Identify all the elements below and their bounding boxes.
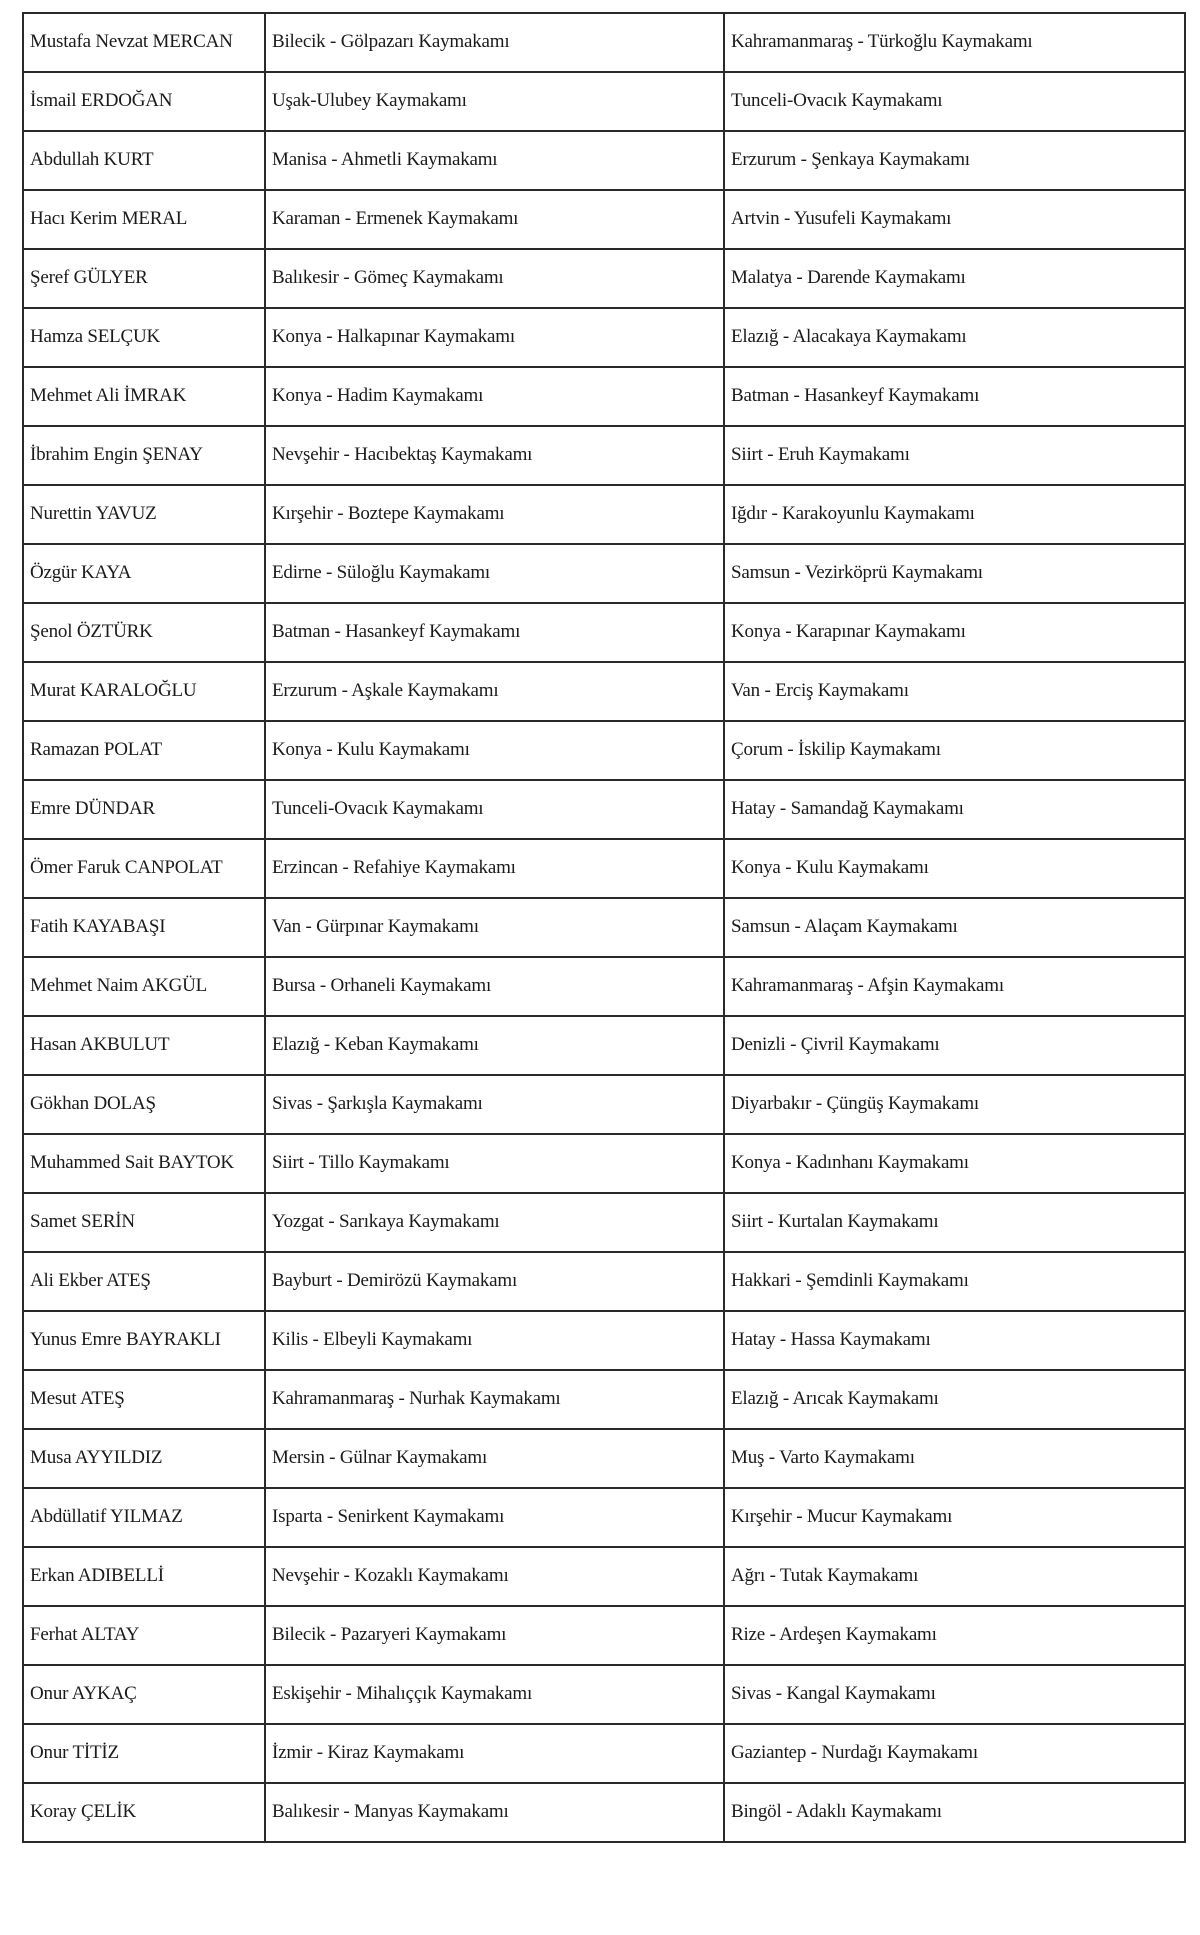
new-post-cell: Hatay - Samandağ Kaymakamı: [724, 780, 1185, 839]
new-post-cell: Konya - Kulu Kaymakamı: [724, 839, 1185, 898]
table-row: [23, 1606, 1185, 1665]
new-post-cell: Artvin - Yusufeli Kaymakamı: [724, 190, 1185, 249]
person-name-cell: Özgür KAYA: [23, 544, 265, 603]
new-post-cell: Elazığ - Alacakaya Kaymakamı: [724, 308, 1185, 367]
table-row: [23, 308, 1185, 367]
table-row: [23, 13, 1185, 72]
person-name-cell: Muhammed Sait BAYTOK: [23, 1134, 265, 1193]
current-post-cell: İzmir - Kiraz Kaymakamı: [265, 1724, 724, 1783]
new-post-cell: Bingöl - Adaklı Kaymakamı: [724, 1783, 1185, 1842]
table-row: [23, 662, 1185, 721]
table-row: [23, 1488, 1185, 1547]
appointment-table: [22, 12, 1186, 1843]
person-name-cell: Ramazan POLAT: [23, 721, 265, 780]
new-post-cell: Tunceli-Ovacık Kaymakamı: [724, 72, 1185, 131]
new-post-cell: Sivas - Kangal Kaymakamı: [724, 1665, 1185, 1724]
new-post-cell: Samsun - Alaçam Kaymakamı: [724, 898, 1185, 957]
table-row: [23, 1547, 1185, 1606]
current-post-cell: Karaman - Ermenek Kaymakamı: [265, 190, 724, 249]
current-post-cell: Konya - Hadim Kaymakamı: [265, 367, 724, 426]
table-row: [23, 1370, 1185, 1429]
current-post-cell: Yozgat - Sarıkaya Kaymakamı: [265, 1193, 724, 1252]
person-name-cell: Nurettin YAVUZ: [23, 485, 265, 544]
current-post-cell: Batman - Hasankeyf Kaymakamı: [265, 603, 724, 662]
current-post-cell: Mersin - Gülnar Kaymakamı: [265, 1429, 724, 1488]
new-post-cell: Muş - Varto Kaymakamı: [724, 1429, 1185, 1488]
person-name-cell: Musa AYYILDIZ: [23, 1429, 265, 1488]
person-name-cell: Samet SERİN: [23, 1193, 265, 1252]
table-row: [23, 131, 1185, 190]
person-name-cell: Ömer Faruk CANPOLAT: [23, 839, 265, 898]
current-post-cell: Bilecik - Gölpazarı Kaymakamı: [265, 13, 724, 72]
person-name-cell: Mesut ATEŞ: [23, 1370, 265, 1429]
new-post-cell: Iğdır - Karakoyunlu Kaymakamı: [724, 485, 1185, 544]
table-row: [23, 839, 1185, 898]
new-post-cell: Rize - Ardeşen Kaymakamı: [724, 1606, 1185, 1665]
table-row: [23, 898, 1185, 957]
new-post-cell: Samsun - Vezirköprü Kaymakamı: [724, 544, 1185, 603]
current-post-cell: Bayburt - Demirözü Kaymakamı: [265, 1252, 724, 1311]
current-post-cell: Elazığ - Keban Kaymakamı: [265, 1016, 724, 1075]
new-post-cell: Siirt - Kurtalan Kaymakamı: [724, 1193, 1185, 1252]
table-row: [23, 1783, 1185, 1842]
table-row: [23, 1724, 1185, 1783]
new-post-cell: Erzurum - Şenkaya Kaymakamı: [724, 131, 1185, 190]
current-post-cell: Isparta - Senirkent Kaymakamı: [265, 1488, 724, 1547]
current-post-cell: Konya - Halkapınar Kaymakamı: [265, 308, 724, 367]
current-post-cell: Erzurum - Aşkale Kaymakamı: [265, 662, 724, 721]
new-post-cell: Çorum - İskilip Kaymakamı: [724, 721, 1185, 780]
table-row: [23, 1075, 1185, 1134]
person-name-cell: Mustafa Nevzat MERCAN: [23, 13, 265, 72]
current-post-cell: Balıkesir - Manyas Kaymakamı: [265, 1783, 724, 1842]
current-post-cell: Nevşehir - Hacıbektaş Kaymakamı: [265, 426, 724, 485]
person-name-cell: Gökhan DOLAŞ: [23, 1075, 265, 1134]
table-row: [23, 249, 1185, 308]
person-name-cell: İbrahim Engin ŞENAY: [23, 426, 265, 485]
current-post-cell: Bursa - Orhaneli Kaymakamı: [265, 957, 724, 1016]
new-post-cell: Konya - Karapınar Kaymakamı: [724, 603, 1185, 662]
table-row: [23, 1311, 1185, 1370]
table-row: [23, 426, 1185, 485]
table-row: [23, 603, 1185, 662]
table-row: [23, 1252, 1185, 1311]
current-post-cell: Kilis - Elbeyli Kaymakamı: [265, 1311, 724, 1370]
person-name-cell: Şeref GÜLYER: [23, 249, 265, 308]
person-name-cell: Hasan AKBULUT: [23, 1016, 265, 1075]
table-row: [23, 1134, 1185, 1193]
table-row: [23, 72, 1185, 131]
person-name-cell: Onur TİTİZ: [23, 1724, 265, 1783]
new-post-cell: Van - Erciş Kaymakamı: [724, 662, 1185, 721]
current-post-cell: Uşak-Ulubey Kaymakamı: [265, 72, 724, 131]
table-row: [23, 721, 1185, 780]
person-name-cell: Hacı Kerim MERAL: [23, 190, 265, 249]
new-post-cell: Denizli - Çivril Kaymakamı: [724, 1016, 1185, 1075]
person-name-cell: Murat KARALOĞLU: [23, 662, 265, 721]
table-row: [23, 780, 1185, 839]
person-name-cell: Abdüllatif YILMAZ: [23, 1488, 265, 1547]
current-post-cell: Edirne - Süloğlu Kaymakamı: [265, 544, 724, 603]
table-row: [23, 957, 1185, 1016]
new-post-cell: Hatay - Hassa Kaymakamı: [724, 1311, 1185, 1370]
table-row: [23, 1429, 1185, 1488]
person-name-cell: Mehmet Naim AKGÜL: [23, 957, 265, 1016]
current-post-cell: Manisa - Ahmetli Kaymakamı: [265, 131, 724, 190]
current-post-cell: Nevşehir - Kozaklı Kaymakamı: [265, 1547, 724, 1606]
current-post-cell: Eskişehir - Mihalıççık Kaymakamı: [265, 1665, 724, 1724]
new-post-cell: Batman - Hasankeyf Kaymakamı: [724, 367, 1185, 426]
current-post-cell: Tunceli-Ovacık Kaymakamı: [265, 780, 724, 839]
current-post-cell: Bilecik - Pazaryeri Kaymakamı: [265, 1606, 724, 1665]
person-name-cell: Koray ÇELİK: [23, 1783, 265, 1842]
new-post-cell: Ağrı - Tutak Kaymakamı: [724, 1547, 1185, 1606]
current-post-cell: Sivas - Şarkışla Kaymakamı: [265, 1075, 724, 1134]
table-row: [23, 544, 1185, 603]
new-post-cell: Konya - Kadınhanı Kaymakamı: [724, 1134, 1185, 1193]
new-post-cell: Elazığ - Arıcak Kaymakamı: [724, 1370, 1185, 1429]
person-name-cell: Onur AYKAÇ: [23, 1665, 265, 1724]
current-post-cell: Kahramanmaraş - Nurhak Kaymakamı: [265, 1370, 724, 1429]
person-name-cell: Hamza SELÇUK: [23, 308, 265, 367]
current-post-cell: Kırşehir - Boztepe Kaymakamı: [265, 485, 724, 544]
person-name-cell: Ali Ekber ATEŞ: [23, 1252, 265, 1311]
table-row: [23, 1665, 1185, 1724]
new-post-cell: Kahramanmaraş - Türkoğlu Kaymakamı: [724, 13, 1185, 72]
current-post-cell: Erzincan - Refahiye Kaymakamı: [265, 839, 724, 898]
new-post-cell: Diyarbakır - Çüngüş Kaymakamı: [724, 1075, 1185, 1134]
new-post-cell: Kırşehir - Mucur Kaymakamı: [724, 1488, 1185, 1547]
new-post-cell: Malatya - Darende Kaymakamı: [724, 249, 1185, 308]
person-name-cell: Yunus Emre BAYRAKLI: [23, 1311, 265, 1370]
table-row: [23, 1016, 1185, 1075]
person-name-cell: Emre DÜNDAR: [23, 780, 265, 839]
current-post-cell: Balıkesir - Gömeç Kaymakamı: [265, 249, 724, 308]
person-name-cell: Abdullah KURT: [23, 131, 265, 190]
table-row: [23, 367, 1185, 426]
appointment-table-body: [23, 13, 1185, 1842]
new-post-cell: Hakkari - Şemdinli Kaymakamı: [724, 1252, 1185, 1311]
table-row: [23, 1193, 1185, 1252]
person-name-cell: Ferhat ALTAY: [23, 1606, 265, 1665]
person-name-cell: Erkan ADIBELLİ: [23, 1547, 265, 1606]
table-row: [23, 190, 1185, 249]
new-post-cell: Gaziantep - Nurdağı Kaymakamı: [724, 1724, 1185, 1783]
new-post-cell: Siirt - Eruh Kaymakamı: [724, 426, 1185, 485]
current-post-cell: Siirt - Tillo Kaymakamı: [265, 1134, 724, 1193]
current-post-cell: Konya - Kulu Kaymakamı: [265, 721, 724, 780]
person-name-cell: Şenol ÖZTÜRK: [23, 603, 265, 662]
current-post-cell: Van - Gürpınar Kaymakamı: [265, 898, 724, 957]
person-name-cell: Mehmet Ali İMRAK: [23, 367, 265, 426]
table-row: [23, 485, 1185, 544]
person-name-cell: Fatih KAYABAŞI: [23, 898, 265, 957]
person-name-cell: İsmail ERDOĞAN: [23, 72, 265, 131]
new-post-cell: Kahramanmaraş - Afşin Kaymakamı: [724, 957, 1185, 1016]
